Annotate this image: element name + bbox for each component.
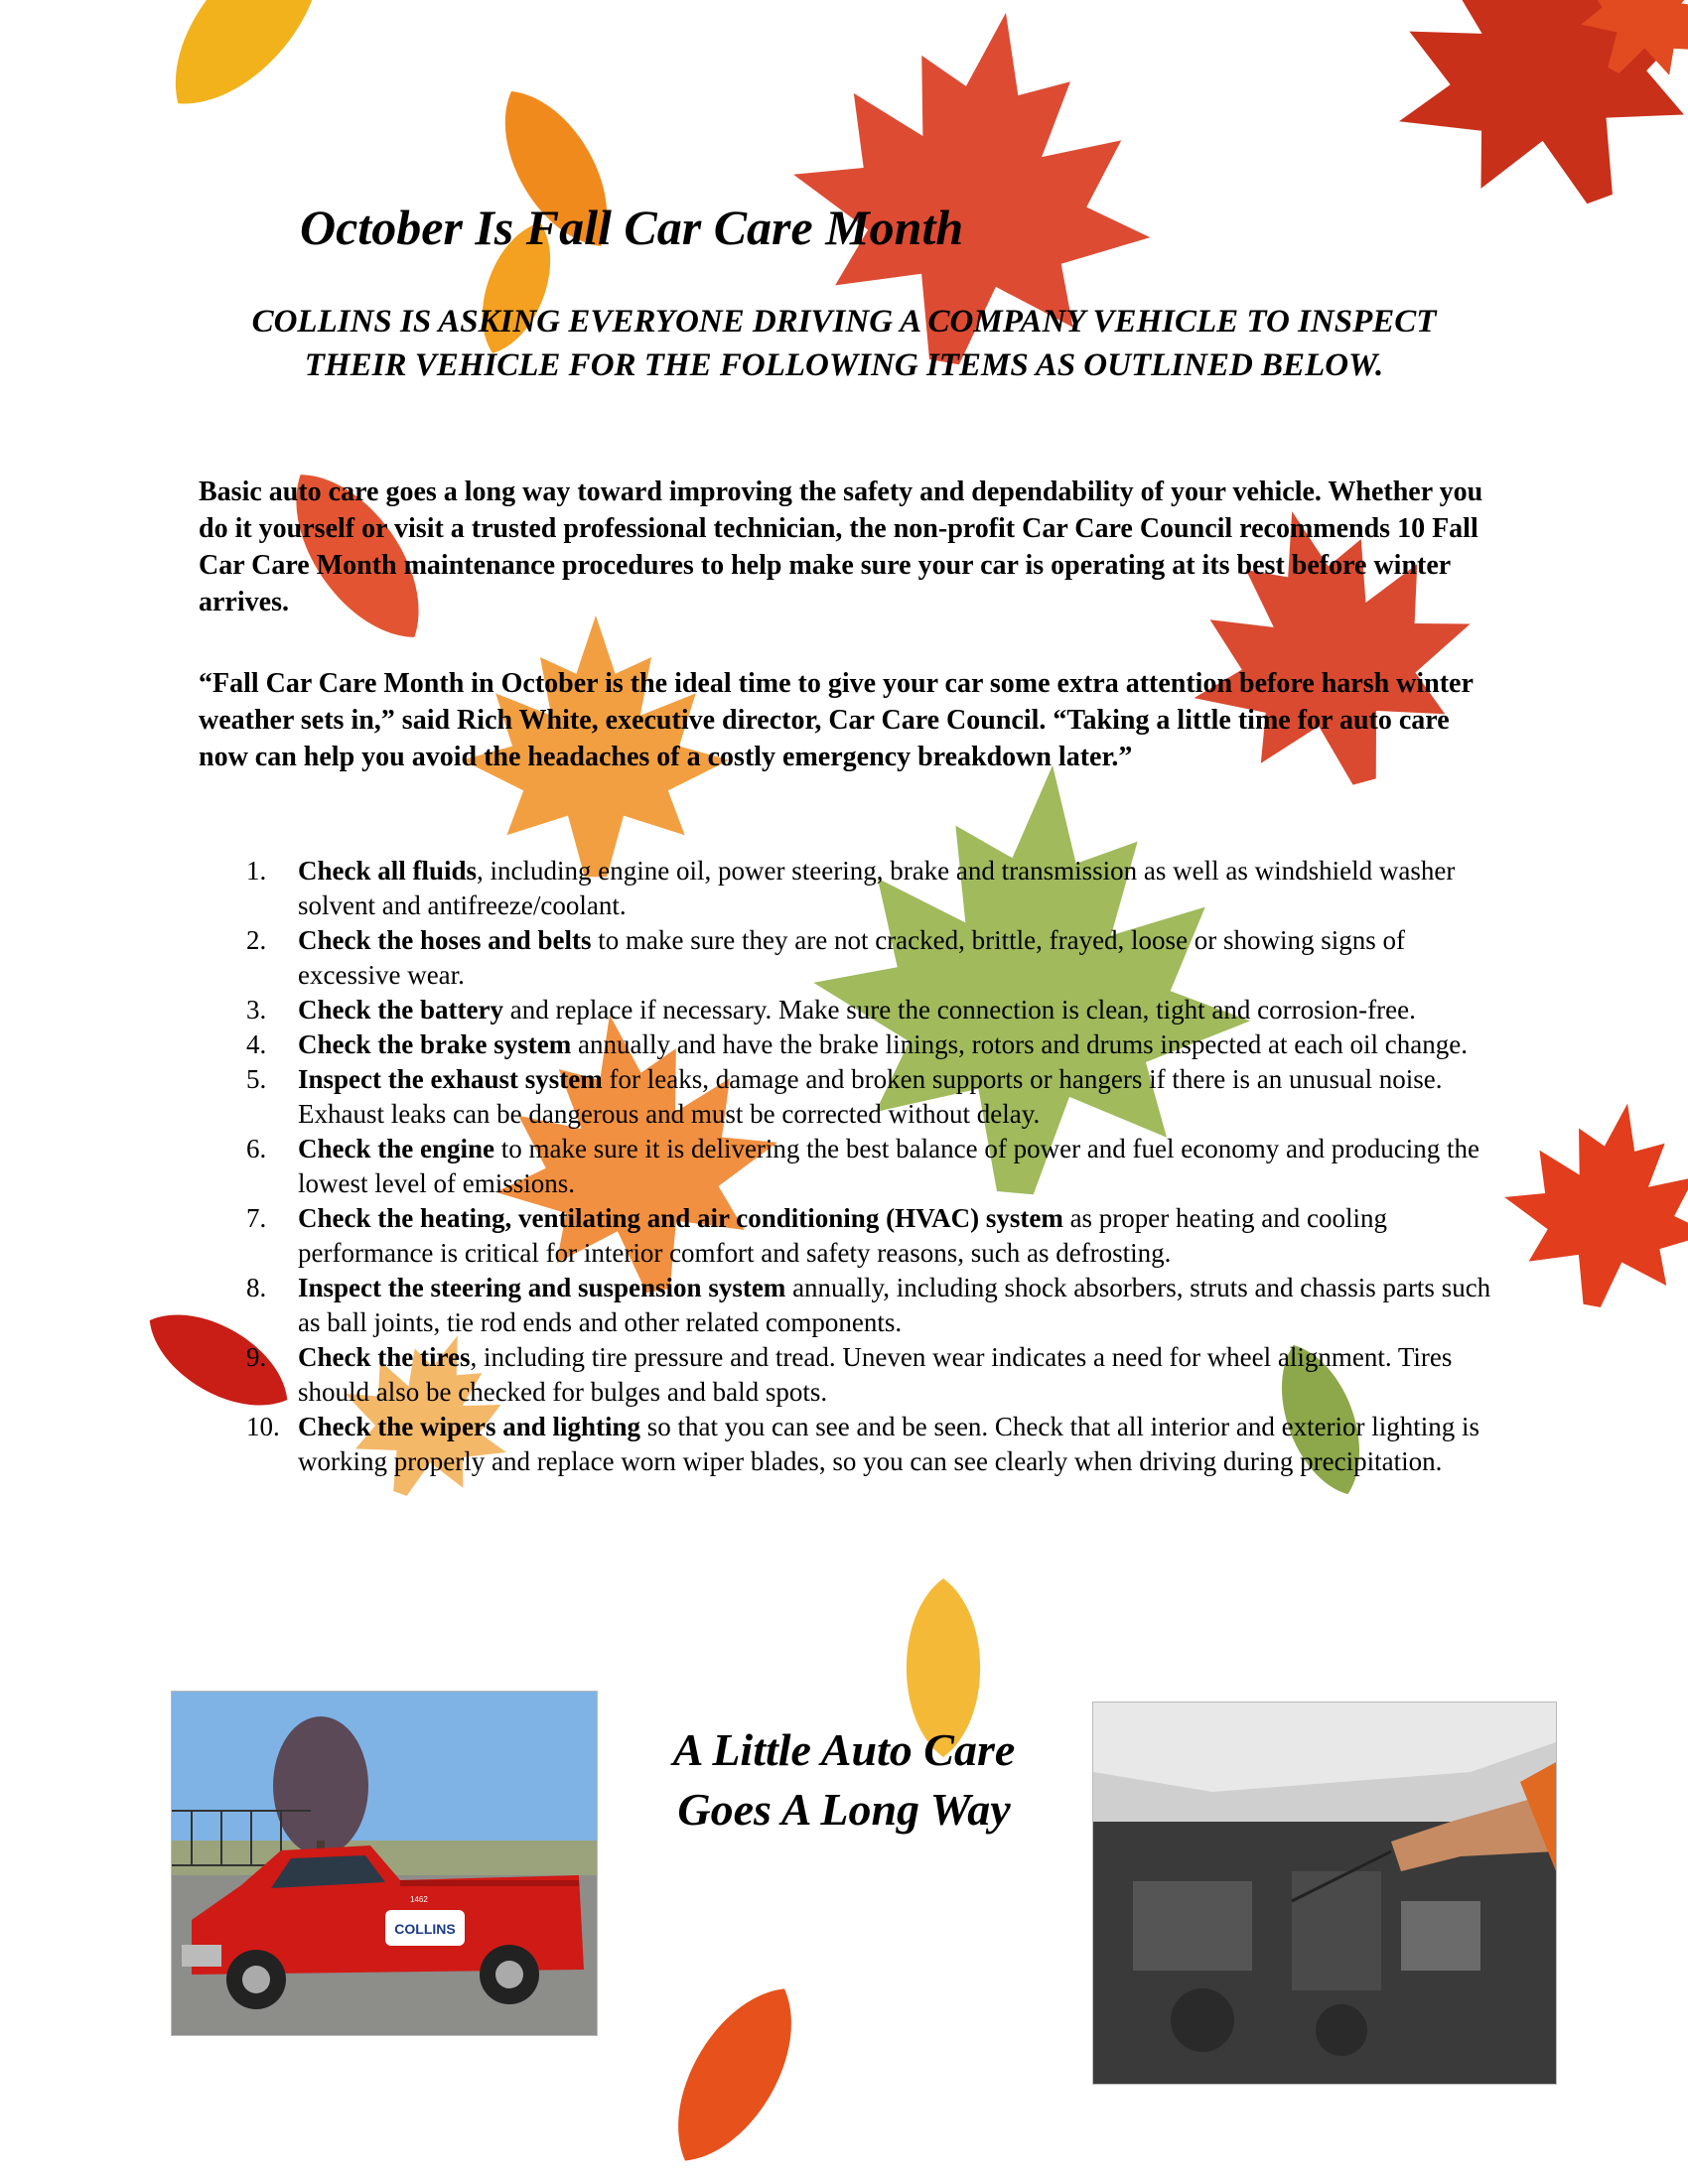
checklist-item-number: 7. — [246, 1203, 267, 1233]
tagline-line-2: Goes A Long Way — [677, 1784, 1011, 1835]
checklist-item-number: 9. — [246, 1342, 267, 1372]
checklist-item-number: 2. — [246, 925, 267, 955]
checklist-item-number: 8. — [246, 1273, 267, 1302]
checklist-item-text: so that you can see and be seen. Check that all interior and exterior lighting is working properly and replace worn wiper blades, so you can see clearly when driving during precipitation. — [298, 1412, 1480, 1476]
checklist-item-lead: Check the wipers and lighting — [298, 1412, 641, 1441]
checklist-item-number: 5. — [246, 1064, 267, 1094]
checklist-item-lead: Inspect the exhaust system — [298, 1064, 603, 1094]
checklist-item-lead: Check the battery — [298, 995, 503, 1024]
checklist-item-number: 4. — [246, 1029, 267, 1059]
checklist-item — [246, 1271, 1499, 1340]
page-title: October Is Fall Car Care Month — [300, 200, 964, 255]
engine-bay-photo — [1092, 1702, 1557, 2085]
checklist-item-number: 1. — [246, 856, 267, 886]
checklist-item — [246, 854, 1499, 923]
checklist-item — [246, 1062, 1499, 1132]
tagline-line-1: A Little Auto Care — [672, 1724, 1016, 1775]
checklist-item-lead: Check the engine — [298, 1134, 494, 1163]
checklist-item-text: annually, including shock absorbers, struts and chassis parts such as ball joints, tie rod ends and other related components. — [298, 1273, 1491, 1337]
checklist-item-number: 10. — [246, 1412, 280, 1441]
checklist-item-lead: Inspect the steering and suspension system — [298, 1273, 786, 1302]
checklist-item-text: and replace if necessary. Make sure the connection is clean, tight and corrosion-free. — [502, 995, 1416, 1024]
checklist-item-lead: Check the hoses and belts — [298, 925, 592, 955]
checklist-item-text: to make sure it is delivering the best balance of power and fuel economy and producing the lowest level of emissions. — [298, 1134, 1479, 1198]
truck-logo-text: COLLINS — [394, 1921, 456, 1937]
checklist-item-lead: Check the tires — [298, 1342, 471, 1372]
checklist-item-lead: Check the brake system — [298, 1029, 572, 1059]
truck-unit-number: 1462 — [410, 1895, 428, 1904]
checklist-item — [246, 1132, 1499, 1201]
checklist-item-text: , including engine oil, power steering, brake and transmission as well as windshield washer solvent and antifreeze/coolant. — [298, 856, 1456, 920]
checklist-item-text: , including tire pressure and tread. Uneven wear indicates a need for wheel alignment. Tires should also be checked for bulges and bald spots. — [298, 1342, 1453, 1407]
quote-paragraph: “Fall Car Care Month in October is the ideal time to give your car some extra attention before harsh winter weather sets in,” said Rich White, executive director, Car Care Council. “Taking a little time for auto care now can help you avoid the headaches of a costly emergency breakdown later.” — [199, 668, 1474, 772]
maintenance-checklist — [246, 854, 1499, 1479]
checklist-item-text: for leaks, damage and broken supports or hangers if there is an unusual noise. Exhaust leaks can be dangerous and must be corrected without delay. — [298, 1064, 1443, 1129]
checklist-item — [246, 1027, 1499, 1062]
checklist-item — [246, 1201, 1499, 1271]
checklist-item-number: 6. — [246, 1134, 267, 1163]
collins-truck-photo — [171, 1691, 598, 2036]
checklist-item-lead: Check all fluids — [298, 856, 478, 886]
checklist-item — [246, 923, 1499, 993]
checklist-item-text: annually and have the brake linings, rotors and drums inspected at each oil change. — [571, 1029, 1468, 1059]
intro-paragraph: Basic auto care goes a long way toward improving the safety and dependability of your vehicle. Whether you do it yourself or visit a trusted professional technician, the non-profit Car Care Council recommends 10 Fall Car Care Month maintenance procedures to help make sure your car is operating at its best before winter arrives. — [199, 477, 1483, 617]
checklist-item-number: 3. — [246, 995, 267, 1024]
checklist-item-text: to make sure they are not cracked, brittle, frayed, loose or showing signs of excessive wear. — [298, 925, 1406, 990]
checklist-item — [246, 993, 1499, 1027]
checklist-item-lead: Check the heating, ventilating and air conditioning (HVAC) system — [298, 1203, 1063, 1233]
checklist-item — [246, 1340, 1499, 1410]
checklist-item-text: as proper heating and cooling performance is critical for interior comfort and safety reasons, such as defrosting. — [298, 1203, 1387, 1268]
checklist-item — [246, 1410, 1499, 1479]
tagline — [606, 1720, 1082, 1840]
page-subtitle: COLLINS IS ASKING EVERYONE DRIVING A COMPANY VEHICLE TO INSPECT THEIR VEHICLE FOR THE FOLLOWING ITEMS AS OUTLINED BELOW. — [251, 304, 1437, 383]
